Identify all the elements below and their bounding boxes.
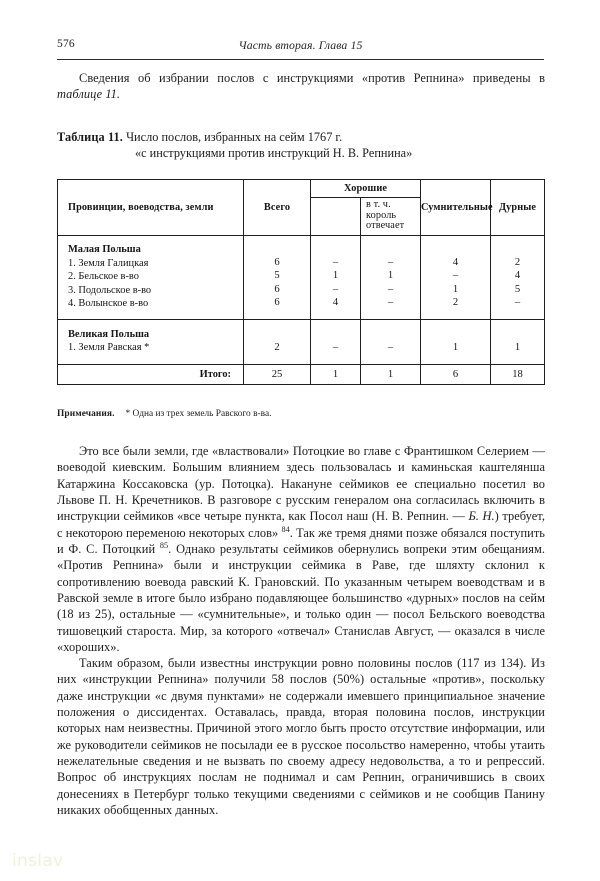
group-0-row-1-label: 2. Бельское в-во [68,271,139,283]
header-rule [57,59,544,60]
group-0-row-3-king: – [387,297,394,309]
group-0-row-0-label: 1. Земля Галицкая [68,257,149,269]
group-1-doubtful-column: 1 [421,319,491,364]
table-caption-line2: «с инструкциями против инструкций Н. В. Репнина» [135,146,413,161]
envoys-table [57,179,545,385]
group-1-row-0-label: 1. Земля Равская * [68,342,150,354]
table-head [58,180,545,236]
total-doubtful: 6 [421,364,491,384]
group-0-row-0-bad: 2 [514,257,521,268]
table-total-row [58,364,545,384]
running-title: Часть вторая. Глава 15 [238,38,363,52]
running-head [57,38,544,56]
total-total: 25 [244,364,311,384]
group-0-row-2-doubtful: 1 [452,283,459,295]
col-header-total: Всего [244,180,311,236]
table-notes-text: * Одна из трех земель Равского в-ва. [125,409,272,419]
group-0-row-0-total: 6 [274,257,280,268]
group-0-row-2-good: – [332,283,339,295]
group-0-king-column [361,236,421,320]
body-p1-segment-b: ) требует, с некоторою переменою некоторых слов» [57,509,545,540]
group-0-doubtful-column [421,236,491,320]
group-0-total-column [244,236,311,320]
table-notes [57,409,545,419]
body-p2-text: Таким образом, были известны инструкции ровно половины послов (117 из 134). Из них «инструкции Репнина» получили 58 послов (50%) остальные «против», поскольку даже инструкции «с двумя пунктами» не содержали имевшего принципиальное значение положения о диссидентах. Оставалась, правда, вторая половина послов, инструкции которых нам неизвестны. Причиной этого могло быть просто отсутствие информации, или же руководители сеймиков не посылади ее в русское посольство намеренно, чтобы утаить нежелательные сведения и не вызвать по своему адресу недовольства, а то и репрессий. Вопрос об инструкциях послам не поднимал и сам Репнин, ограничившись в своих донесениях в Петербург только текущими сведениями с сеймиков и не сообщив Панину никаких обобщенных данных. [57,656,545,818]
body-p1-segment-c: . Так же тремя днями позже обязался поступить и Ф. С. Потоцкий [57,525,546,557]
body-paragraph-2 [57,655,545,818]
col-header-bad: Дурные [491,180,545,236]
group-1-bad-column: 1 [491,319,545,364]
body-p1-initials: Б. Н. [468,509,495,524]
group-0-row-1-king: 1 [387,270,394,282]
table-container [57,179,544,385]
table-caption-line1: Число послов, избранных на сейм 1767 г. [126,130,343,144]
footnote-ref-85: 85 [159,540,169,550]
intro-text: Сведения об избрании послов с инструкциями «против Репнина» приведены в [79,71,545,85]
group-0-row-2-bad: 5 [514,283,521,295]
total-bad: 18 [491,364,545,384]
col-header-doubtful: Сумнительные [421,180,491,236]
group-0-title: Малая Польша [68,244,141,255]
group-0-row-2-label: 3. Подольское в-во [68,284,152,296]
intro-table-reference: таблице 11. [57,87,121,102]
body-p1-segment-d: . Однако результаты сеймиков обернулись вопреки этим обещаниям. «Против Репнина» были и инструкции сеймика в Раве, где шляхту склонил к сопротивлению воевода равский К. Грановский. По указанным четырем воеводствам и в Равской земле в итоге было избрано подавляющее большинство «дурных» послов на сейм (18 из 25), остальные — «сумнительные», и только один — посол Бельского воеводства тишовецкий староста. Мир, за которого «отвечал» Станислав Август, — оказался в числе «хороших». [57,542,545,655]
col-header-good: Хорошие [311,180,421,198]
table-row [58,236,545,320]
group-1-total-column: 2 [244,319,311,364]
table-body [58,236,545,385]
group-0-row-3-label: 4. Волынское в-во [68,298,149,310]
group-0-bad-column [491,236,545,320]
footnote-ref-84: 84 [281,524,290,534]
intro-paragraph [57,70,545,103]
table-header-row-1 [58,180,545,198]
group-0-row-0-good: – [332,257,339,268]
group-1-cell [58,319,244,364]
table-notes-label: Примечания. [57,409,115,419]
col-header-good-king: в т. ч. король отвечает [361,198,421,236]
group-0-row-1-doubtful: – [452,270,459,282]
page-number: 576 [57,38,75,50]
inslav-watermark: inslav [12,851,64,871]
group-1-title: Великая Польша [68,328,150,340]
group-0-row-1-total: 5 [274,270,280,282]
group-0-good-column [311,236,361,320]
group-0-row-3-bad: – [514,297,521,309]
table-caption [57,129,545,161]
total-king: 1 [361,364,421,384]
body-p1-segment-a: Это все были земли, где «властвовали» Потоцкие во главе с Франтишком Селерием — воеводой киевским. Большим влиянием здесь пользовалась и каминьская каштелянша Катаржина Коссаковска (ур. Потоцка). Накануне сеймиков ее специально посетил во Львове П. Н. Кречетников. В разговоре с русским генералом она согласилась включить в инструкции сеймиков «все четыре пункта, как Посол наш (Н. В. Репнин. — [57,444,545,524]
col-header-good-blank [311,198,361,236]
group-0-cell [58,236,244,320]
table-row [58,319,545,364]
total-good: 1 [311,364,361,384]
group-1-king-column: – [361,319,421,364]
group-1-good-column: – [311,319,361,364]
group-0-row-1-good: 1 [332,270,339,282]
group-0-row-1-bad: 4 [514,270,521,282]
table-caption-label: Таблица 11. [57,130,123,144]
group-0-row-2-king: – [387,283,394,295]
group-0-row-3-total: 6 [274,297,280,309]
group-0-row-0-king: – [387,257,394,268]
group-0-row-3-good: 4 [332,297,339,309]
group-0-row-0-doubtful: 4 [452,257,459,268]
col-header-provinces: Провинции, воеводства, земли [58,180,244,236]
body-paragraph-1 [57,443,545,655]
total-label: Итого: [58,364,244,384]
group-0-row-3-doubtful: 2 [452,297,459,309]
group-0-row-2-total: 6 [274,283,280,295]
